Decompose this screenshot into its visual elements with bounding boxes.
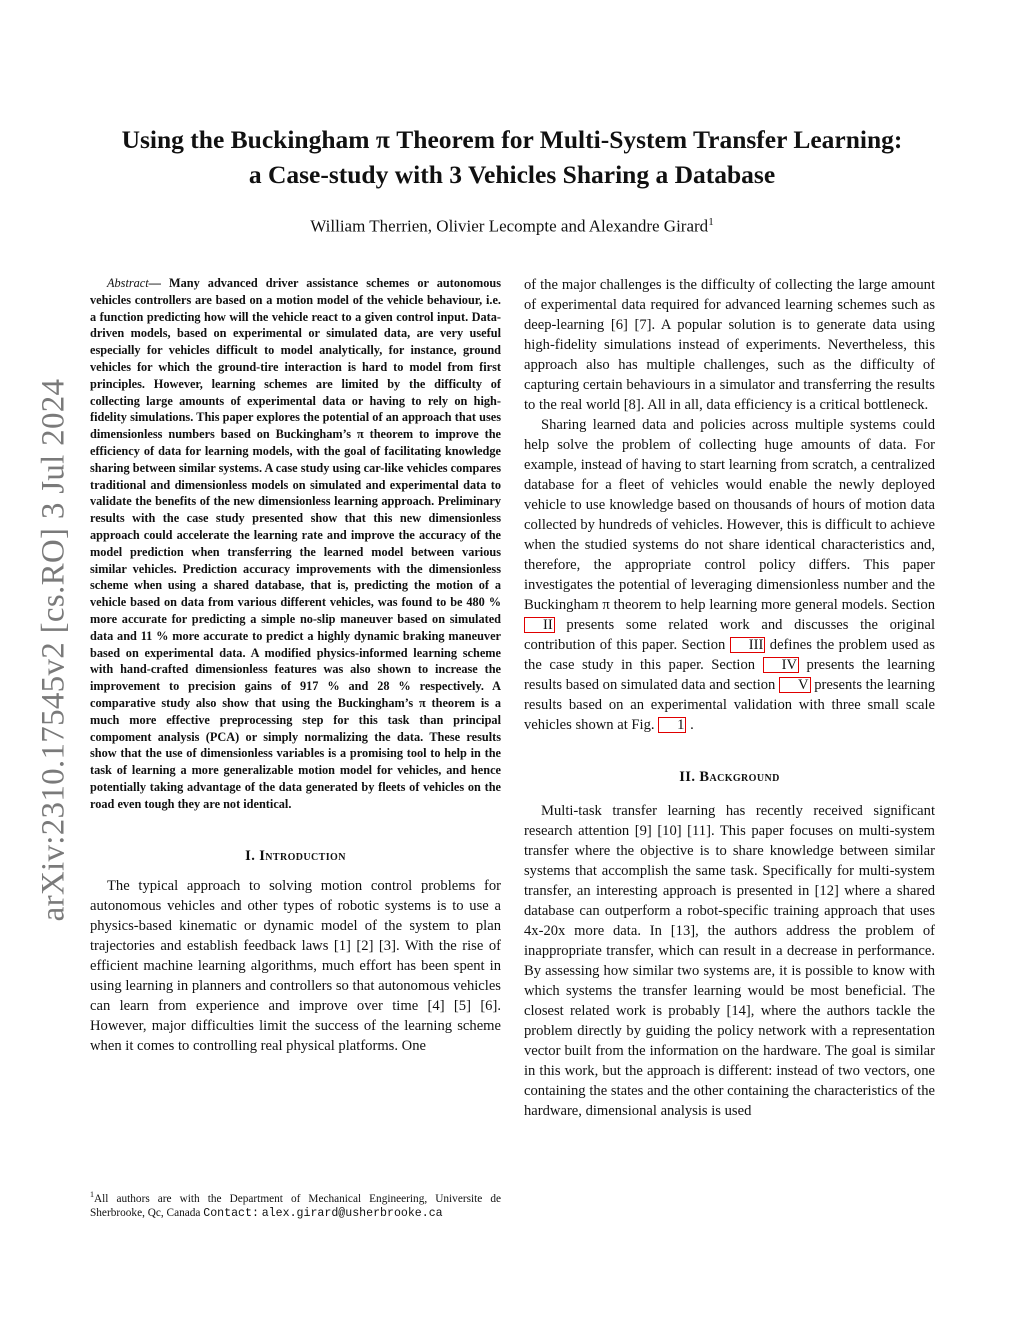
abstract-text: — Many advanced driver assistance schemes or autonomous vehicles controllers are based on a motion model of the vehicle behaviour, i.e. a function predicting how will the vehicle react to a given control input. Data-driven models, based on experimental or simulated data, are very useful especially for vehicles difficult to model analytically, for instance, ground vehicles for which the ground-tire interaction is hard to model from first principles. However, learning schemes are limited by the difficulty of collecting large amounts of experimental data or having to rely on high-fidelity simulations. This paper explores the potential of an approach that uses dimensionless numbers based on Buckingham’s π theorem to improve the efficiency of data for learning models, with the goal of facilitating knowledge sharing between similar systems. A case study using car-like vehicles compares traditional and dimensionless models on simulated and experimental data to validate the benefits of the new dimensionless learning approach. Preliminary results with the case study presented show that this new dimensionless approach could accelerate the learning rate and improve the accuracy of the model prediction when transferring the learned model between various similar vehicles. Prediction accuracy improvements with the dimensionless scheme when using a shared database, that is, predicting the motion of a vehicle based on data from various different vehicles, was found to be 480 % more accurate for predicting a simple no-slip maneuver based on simulated data and 11 % more accurate to predict a highly dynamic braking maneuver based on experimental data. A modified physics-informed learning scheme with hand-crafted dimensionless features was also shown to increase the improvement to precision gains of 917 % and 28 % respectively. A comparative study also show that using the Buckingham’s π theorem is a much more effective preprocessing step for this task than principal compoment analysis (PCA) or simply normalizing the data. These results show that the use of dimensionless variables is a promising tool to help in the task of learning a more generalizable motion model for vehicles, and hence potentially taking advantage of the data generated by fleets of vehicles on the road even tough they are not identical. [90, 276, 501, 811]
section-ref-link[interactable]: V [779, 677, 811, 693]
footnote-mark: 1 [90, 1190, 94, 1199]
author-list [60, 216, 964, 237]
intro-paragraph-continued: of the major challenges is the difficulty of collecting the large amount of experimental data required for advanced learning schemes such as deep-learning [6] [7]. A popular solution is to generate data using high-fidelity simulations instead of experiments. Nevertheless, this approach also has multiple challenges, such as the difficulty of capturing certain behaviours in a simulator and transferring the results to the real world [8]. All in all, data efficiency is a critical bottleneck. [524, 277, 935, 413]
author-footnote-mark: 1 [708, 216, 714, 228]
abstract [90, 275, 501, 813]
para2-text-3: defines the problem used as the case study in this paper. Section [524, 637, 935, 673]
introduction-paragraph: The typical approach to solving motion control problems for autonomous vehicles and other types of robotic systems is to use a physics-based kinematic or dynamic model of the system to plan trajectories and establish feedback laws [1] [2] [3]. With the rise of efficient machine learning algorithms, much effort has been spent in using learning in planners and controllers so that autonomous vehicles can learn from experience and improve over time [4] [5] [6]. However, major difficulties limit the success of the learning scheme when it comes to controlling real physical platforms. One [90, 877, 501, 1054]
left-column [90, 275, 501, 1056]
arxiv-id: arXiv:2310.17545v2 [cs.RO] 3 Jul 2024 [35, 378, 72, 922]
para2-text-1: Sharing learned data and policies across multiple systems could help solve the problem of collecting huge amounts of data. For example, instead of having to start learning from scratch, a centralized database for a fleet of vehicles would enable the newly deployed vehicle to use knowledge based on thousands of hours of motion data collected by hundreds of vehicles. However, this is difficult to achieve when the studied systems do not share identical characteristics and, therefore, the appropriate control policy differs. This paper investigates the potential of leveraging dimensionless number and the Buckingham π theorem to help learning more general models. Section [524, 417, 935, 613]
right-column [524, 275, 935, 1121]
abstract-label: Abstract [107, 276, 149, 290]
figure-ref-link[interactable]: 1 [658, 717, 686, 733]
section-ref-link[interactable]: IV [763, 657, 799, 673]
title-line-2: a Case-study with 3 Vehicles Sharing a Database [248, 160, 776, 189]
paper-title [60, 122, 964, 192]
para2-text-6: . [686, 717, 694, 733]
section-ref-link[interactable]: II [524, 617, 555, 633]
para2-text-2: presents some related work and discusses the original contribution of this paper. Section [524, 617, 935, 653]
footnote-email[interactable]: alex.girard@usherbrooke.ca [261, 1207, 443, 1221]
background-paragraph: Multi-task transfer learning has recently received significant research attention [9] [10] [11]. This paper focuses on multi-system transfer where the objective is to share knowledge between similar systems that accomplish the same task. Specifically for multi-system transfer, an interesting approach is presented in [12] where a shared database can outperform a robot-specific training approach that uses 4x-20x more data. In [13], the authors address the problem of inappropriate transfer, which can result in a decrease in performance. By assessing how similar two systems are, it is possible to know with which systems the transfer learning would be most beneficial. The closest related work is probably [14], where the authors tackle the problem directly by guiding the policy network with a representation vector built from the information on the hardware. The goal is similar in this work, but the approach is different: instead of two vectors, one containing the states and the other containing the characteristics of the hardware, dimensional analysis is used [524, 803, 935, 1119]
arxiv-watermark [24, 370, 84, 930]
authors-text: William Therrien, Olivier Lecompte and Alexandre Girard [310, 216, 709, 236]
para2-text-4: presents the learning results based on simulated data and section [524, 657, 935, 693]
section-heading-introduction: I. Introduction [245, 847, 346, 864]
footnote [90, 1188, 501, 1222]
title-line-1: Using the Buckingham π Theorem for Multi-System Transfer Learning: [121, 125, 903, 154]
intro-paragraph-2 [524, 415, 935, 735]
section-heading-background: II. Background [679, 769, 780, 785]
footnote-contact-label: Contact: [203, 1207, 259, 1221]
section-ref-link[interactable]: III [730, 637, 766, 653]
footnote-text: All authors are with the Department of Mechanical Engineering, Universite de Sherbrooke, Qc, Canada [90, 1192, 501, 1220]
para2-text-5: presents the learning results based on an experimental validation with three small scale vehicles shown at Fig. [524, 677, 935, 733]
